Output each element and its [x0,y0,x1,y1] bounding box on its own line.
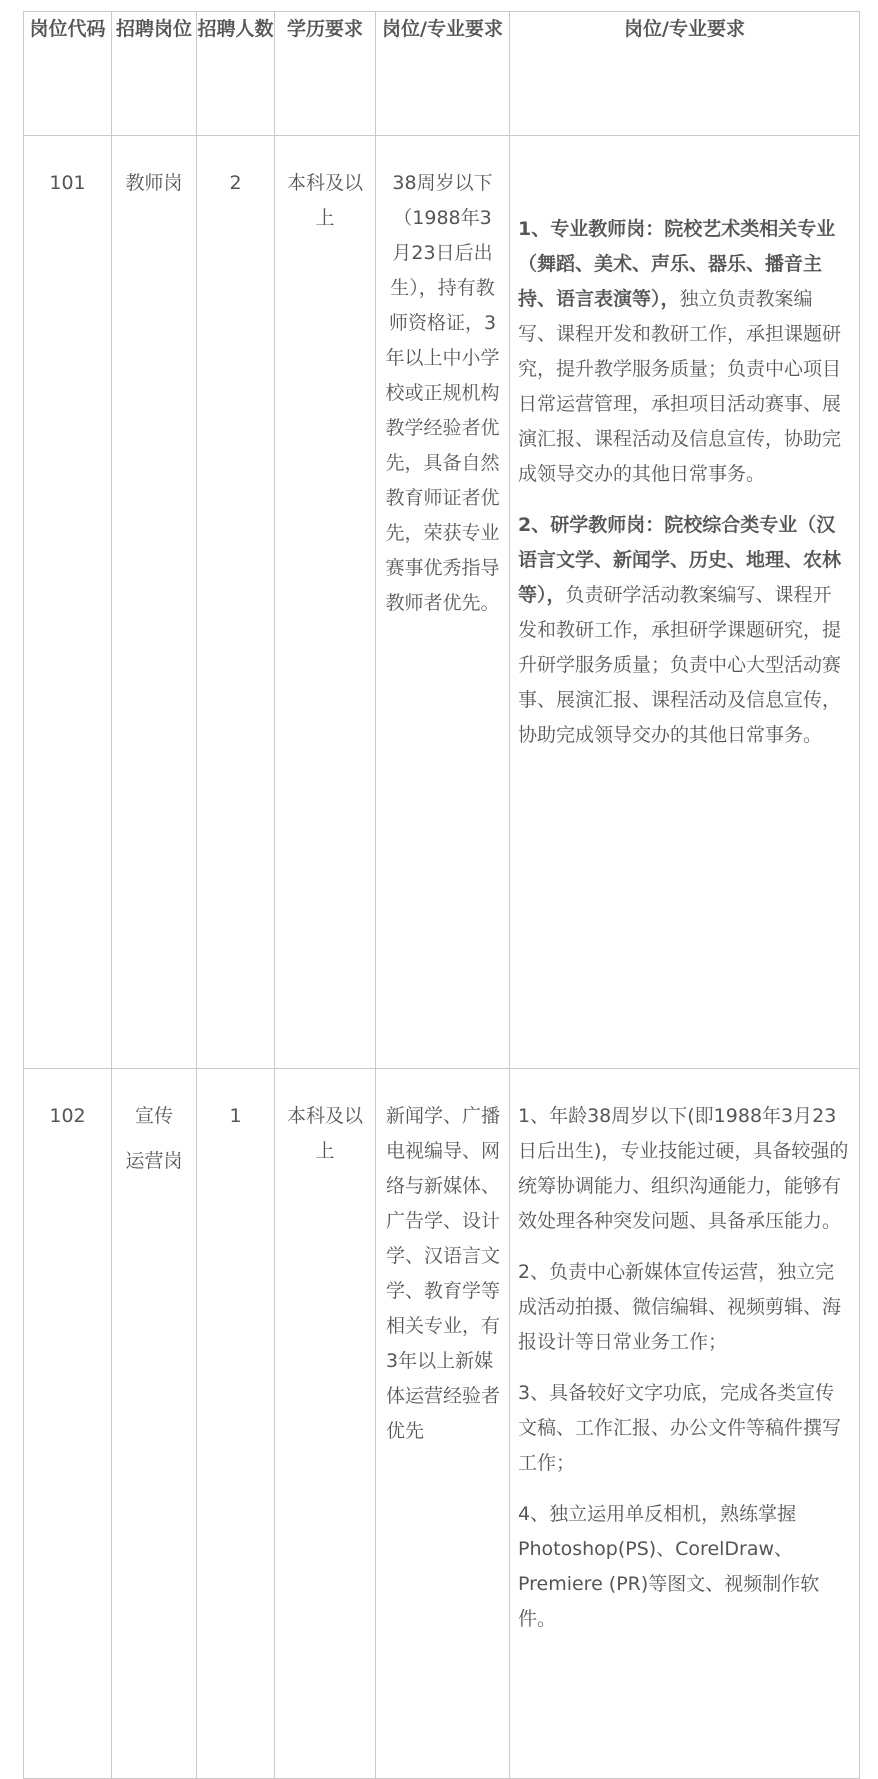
table-row [24,1069,860,1779]
duty-text: 负责研学活动教案编写、课程开发和教研工作，承担研学课题研究，提升研学服务质量；负责中心大型活动赛事、展演汇报、课程活动及信息宣传，协助完成领导交办的其他日常事务。 [518,584,842,746]
header-count: 招聘人数 [197,12,275,136]
post-name-line: 运营岗 [125,1150,183,1172]
header-duties: 岗位/专业要求 [510,12,860,136]
education-cell: 本科及以上 [275,1069,376,1779]
requirement-cell: 38周岁以下（1988年3月23日后出生），持有教师资格证，3年以上中小学校或正规机构教学经验者优先，具备自然教育师证者优先，荣获专业赛事优秀指导教师者优先。 [376,136,510,1069]
duty-paragraph: 3、具备较好文字功底，完成各类宣传文稿、工作汇报、办公文件等稿件撰写工作； [518,1382,842,1474]
post-count-cell: 1 [197,1069,275,1779]
header-education: 学历要求 [275,12,376,136]
requirement-cell: 新闻学、广播电视编导、网络与新媒体、广告学、设计学、汉语言文学、教育学等相关专业，有3年以上新媒体运营经验者优先 [376,1069,510,1779]
post-name-line: 宣传 [134,1105,173,1127]
duty-paragraph: 2、负责中心新媒体宣传运营，独立完成活动拍摄、微信编辑、视频剪辑、海报设计等日常业务工作； [518,1261,842,1353]
recruitment-table [23,11,860,1779]
duties-cell [510,136,860,1069]
duty-paragraph [518,508,849,753]
table-header-row [24,12,860,136]
education-cell: 本科及以上 [275,136,376,1069]
duty-paragraph: 1、年龄38周岁以下(即1988年3月23日后出生)，专业技能过硬，具备较强的统筹协调能力、组织沟通能力，能够有效处理各种突发问题、具备承压能力。 [518,1105,849,1232]
duty-text: 独立负责教案编写、课程开发和教研工作，承担课题研究，提升教学服务质量；负责中心项目日常运营管理，承担项目活动赛事、展演汇报、课程活动及信息宣传，协助完成领导交办的其他日常事务。 [518,288,842,485]
duty-title: 2、研学教师岗：院校综合类专业（汉语言文学、新闻学、历史、地理、农林等）， [518,514,842,606]
header-requirement: 岗位/专业要求 [376,12,510,136]
post-name-cell [112,1069,197,1779]
table-row [24,136,860,1069]
duty-paragraph: 4、独立运用单反相机，熟练掌握Photoshop(PS)、CorelDraw、Premiere (PR)等图文、视频制作软件。 [518,1503,820,1630]
post-name-cell: 教师岗 [112,136,197,1069]
duties-cell [510,1069,860,1779]
duty-paragraph [518,212,849,492]
duty-title: 1、专业教师岗：院校艺术类相关专业（舞蹈、美术、声乐、器乐、播音主持、语言表演等）， [518,218,836,310]
header-post: 招聘岗位 [112,12,197,136]
post-count-cell: 2 [197,136,275,1069]
header-post-code: 岗位代码 [24,12,112,136]
post-code-cell: 102 [24,1069,112,1779]
post-code-cell: 101 [24,136,112,1069]
